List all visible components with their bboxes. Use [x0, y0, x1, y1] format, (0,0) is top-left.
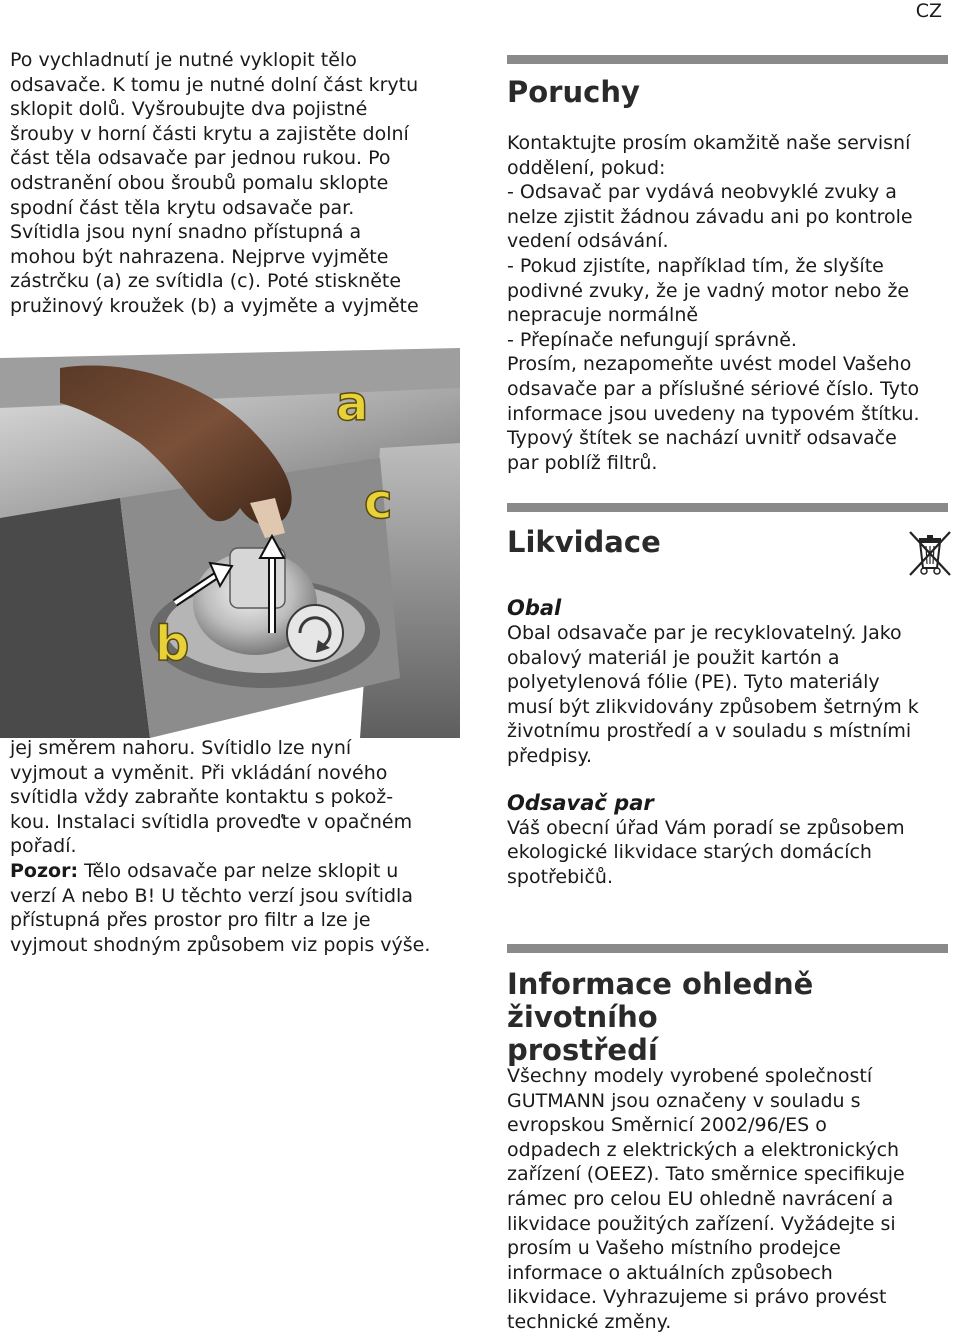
section-divider — [507, 55, 948, 64]
continuation-line: vyjmout a vyměnit. Při vkládání nového — [10, 761, 388, 784]
intro-line: část těla odsavače par jednou rukou. Po — [10, 147, 391, 170]
faults-line: nepracuje normálně — [507, 304, 699, 327]
label-b: b — [155, 616, 190, 672]
intro-line: odstranění obou šroubů pomalu sklopte — [10, 171, 389, 194]
intro-line: šrouby v horní části krytu a zajistěte dolní — [10, 122, 409, 145]
label-c: c — [364, 474, 393, 530]
faults-line: nelze zjistit žádnou závadu ani po kontrole — [507, 205, 913, 228]
warning-line: vyjmout shodným způsobem viz popis výše. — [10, 933, 431, 956]
faults-line: podivné zvuky, že je vadný motor nebo že — [507, 279, 910, 302]
packaging-subheading: Obal — [507, 596, 562, 620]
packaging-line: životnímu prostředí a v souladu s místními — [507, 720, 912, 743]
disposal-heading: Likvidace — [507, 525, 661, 559]
environment-line: odpadech z elektrických a elektronických — [507, 1138, 900, 1161]
faults-line: - Přepínače nefungují správně. — [507, 328, 797, 351]
hood-line: Váš obecní úřad Vám poradí se způsobem — [507, 816, 905, 839]
environment-line: Všechny modely vyrobené společností — [507, 1065, 873, 1087]
environment-heading-line: prostředí — [507, 1033, 658, 1067]
faults-line: par poblíž filtrů. — [507, 451, 658, 474]
crossed-out-wheelie-bin-icon — [906, 528, 954, 578]
lamp-replacement-photo — [0, 348, 460, 738]
environment-line: rámec pro celou EU ohledně navrácení a — [507, 1187, 894, 1210]
environment-line: likvidace použitých zařízení. Vyžádejte si — [507, 1212, 896, 1235]
language-code: CZ — [915, 0, 942, 22]
section-divider — [507, 944, 948, 953]
hood-line: ekologické likvidace starých domácích — [507, 841, 872, 864]
faults-line: informace jsou uvedeny na typovém štítku. — [507, 402, 920, 425]
warning-line — [10, 859, 450, 884]
intro-line: Po vychladnutí je nutné vyklopit tělo — [10, 49, 357, 71]
faults-heading: Poruchy — [507, 75, 640, 109]
warning-label: Pozor: — [10, 859, 79, 882]
intro-line: mohou být nahrazena. Nejprve vyjměte — [10, 245, 389, 268]
warning-line: verzí A nebo B! U těchto verzí jsou svítidla — [10, 884, 413, 907]
faults-line: oddělení, pokud: — [507, 156, 666, 179]
faults-line: odsavače par a příslušné sériové číslo. Tyto — [507, 377, 920, 400]
environment-line: zařízení (OEEZ). Tato směrnice specifikuje — [507, 1163, 905, 1186]
continuation-line: svítidla vždy zabraňte kontaktu s pokož- — [10, 786, 394, 809]
label-a: a — [336, 376, 369, 432]
hood-line: spotřebičů. — [507, 865, 613, 888]
warning-line: přístupná přes prostor pro filtr a lze je — [10, 909, 371, 932]
intro-line: Svítidla jsou nyní snadno přístupná a — [10, 221, 362, 244]
faults-line: vedení odsávání. — [507, 230, 669, 253]
faults-text — [507, 131, 947, 475]
faults-line: - Pokud zjistíte, například tím, že slyšíte — [507, 254, 884, 277]
disposal-text — [507, 596, 947, 889]
continuation-line: jej směrem nahoru. Svítidlo lze nyní — [10, 737, 352, 759]
warning-text: Tělo odsavače par nelze sklopit u — [78, 859, 399, 882]
faults-line: Typový štítek se nachází uvnitř odsavače — [507, 427, 897, 450]
environment-line: technické změny. — [507, 1310, 672, 1333]
intro-text — [10, 48, 450, 319]
packaging-line: polyetylenová fólie (PE). Tyto materiály — [507, 671, 880, 694]
environment-line: GUTMANN jsou označeny v souladu s — [507, 1089, 861, 1112]
packaging-line: obalový materiál je použit kartón a — [507, 646, 840, 669]
environment-line: prosím u Vašeho místního prodejce — [507, 1237, 841, 1260]
faults-line: - Odsavač par vydává neobvyklé zvuky a — [507, 181, 897, 204]
environment-line: likvidace. Vyhrazujeme si právo provést — [507, 1286, 887, 1309]
environment-line: informace o aktuálních způsobech — [507, 1261, 833, 1284]
packaging-line: musí být zlikvidovány způsobem šetrným k — [507, 695, 919, 718]
intro-line: spodní část těla krytu odsavače par. — [10, 196, 355, 219]
faults-line: Prosím, nezapomeňte uvést model Vašeho — [507, 353, 912, 376]
section-divider — [507, 503, 948, 512]
continuation-line: kou. Instalaci svítidla proveďte v opačném — [10, 810, 413, 833]
environment-heading-line: Informace ohledně životního — [507, 967, 814, 1034]
intro-line: sklopit dolů. Vyšroubujte dva pojistné — [10, 98, 368, 121]
continuation-text — [10, 736, 450, 957]
packaging-line: předpisy. — [507, 744, 593, 767]
packaging-line: Obal odsavače par je recyklovatelný. Jako — [507, 622, 902, 644]
intro-line: pružinový kroužek (b) a vyjměte a vyjměte — [10, 294, 419, 317]
intro-line: odsavače. K tomu je nutné dolní část krytu — [10, 73, 419, 96]
hood-subheading: Odsavač par — [507, 790, 654, 815]
environment-text — [507, 1064, 947, 1335]
environment-heading — [507, 968, 947, 1067]
faults-line: Kontaktujte prosím okamžitě naše servisní — [507, 132, 911, 154]
continuation-line: pořadí. — [10, 835, 77, 858]
environment-line: evropskou Směrnicí 2002/96/ES o — [507, 1114, 827, 1137]
intro-line: zástrčku (a) ze svítidla (c). Poté stiskněte — [10, 270, 402, 293]
